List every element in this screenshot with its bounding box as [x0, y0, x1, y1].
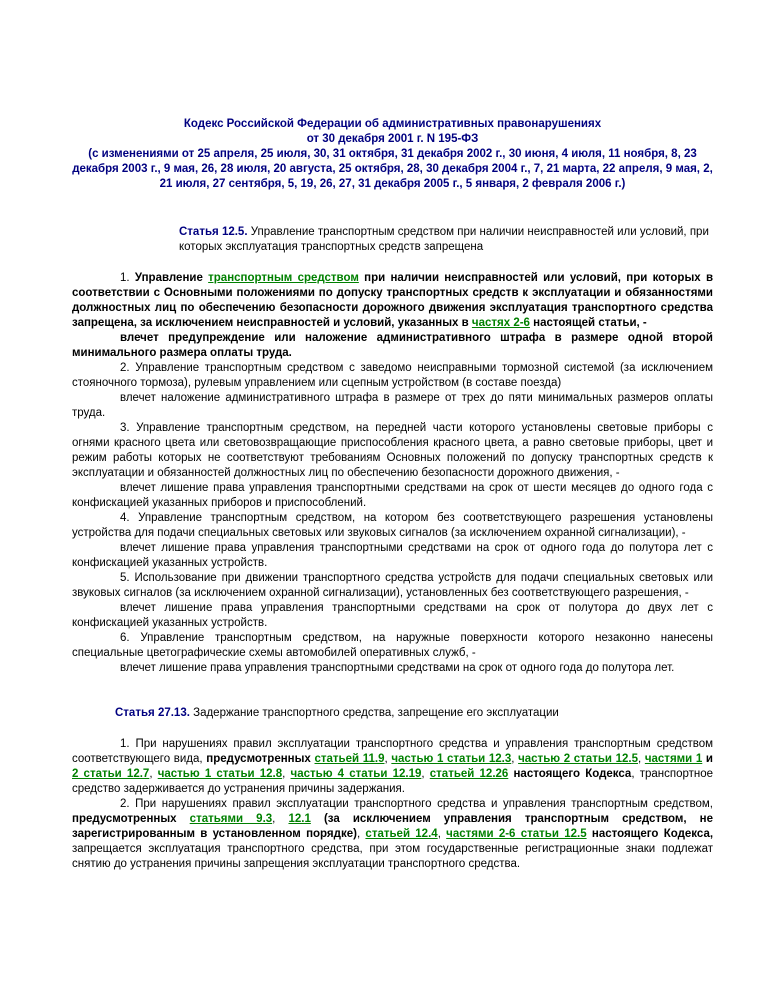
- link-article-9-3[interactable]: статьями 9.3: [189, 813, 273, 825]
- article-12-5-heading: [179, 225, 713, 255]
- link-parts-1[interactable]: частями 1: [644, 753, 703, 765]
- part-1: 1. При нарушениях правил эксплуатации транспортного средства и управления транспортным средством соответствующего вида, предусмотренных статьей 11.9, частью 1 статьи 12.3, частью 2 статьи 12.5, частями 1 и 2 статьи 12.7, частью 1 статьи 12.8, частью 4 статьи 12.19, статьей 12.26 настоящего Кодекса, транспортное средство задерживается до устранения причины задержания.: [72, 738, 714, 795]
- part-3: 3. Управление транспортным средством, на передней части которого установлены световые приборы с огнями красного цвета или световозвращающие приспособления красного цвета, а равно световые приборы, цвет и режим работы которых не соответствуют требованиям Основных положений по допуску транспортных средств к эксплуатации и обязанностей должностных лиц по обеспечению безопасности дорожного движения, -: [72, 422, 713, 479]
- part-6: 6. Управление транспортным средством, на наружные поверхности которого незаконно нанесены специальные цветографические схемы автомобилей оперативных служб, -: [72, 632, 713, 659]
- article-27-13-heading: [115, 706, 713, 721]
- link-part-4-article-12-19[interactable]: частью 4 статьи 12.19: [290, 768, 422, 780]
- part-4: 4. Управление транспортным средством, на котором без соответствующего разрешения установлены устройства для подачи специальных световых или звуковых сигналов (за исключением охранной сигнализации), -: [72, 512, 713, 539]
- document-date: от 30 декабря 2001 г. N 195-ФЗ: [306, 133, 479, 145]
- link-parts-2-6[interactable]: частях 2-6: [471, 317, 530, 329]
- document-header: [72, 117, 713, 192]
- link-article-12-4[interactable]: статьей 12.4: [365, 828, 438, 840]
- link-2-article-12-7[interactable]: 2 статьи 12.7: [72, 768, 150, 780]
- part-6-penalty: влечет лишение права управления транспортными средствами на срок от одного года до полутора лет.: [120, 662, 675, 674]
- part-2: 2. При нарушениях правил эксплуатации транспортного средства и управления транспортным средством, предусмотренных статьями 9.3, 12.1 (за исключением управления транспортным средством, не зарегистрированным в установленном порядке), статьей 12.4, частями 2-6 статьи 12.5 настоящего Кодекса, запрещается эксплуатация транспортного средства, при этом государственные регистрационные знаки подлежат снятию до устранения причины запрещения эксплуатации транспортного средства.: [72, 798, 714, 870]
- article-title: Задержание транспортного средства, запрещение его эксплуатации: [189, 707, 559, 719]
- part-2: 2. Управление транспортным средством с заведомо неисправными тормозной системой (за исключением стояночного тормоза), рулевым управлением или сцепным устройством (в составе поезда): [72, 362, 713, 389]
- part-1: 1. Управление транспортным средством при наличии неисправностей или условий, при которых в соответствии с Основными положениями по допуску транспортных средств к эксплуатации и обязанностями должностных лиц по обеспечению безопасности дорожного движения эксплуатация транспортного средства запрещена, за исключением неисправностей и условий, указанных в частях 2-6 настоящей статьи, -: [72, 272, 714, 329]
- link-article-12-26[interactable]: статьей 12.26: [429, 768, 509, 780]
- article-12-5-body: [72, 271, 713, 676]
- part-3-penalty: влечет лишение права управления транспортными средствами на срок от шести месяцев до одного года с конфискацией указанных приборов и приспособлений.: [72, 482, 713, 509]
- article-number: Статья 12.5.: [179, 226, 248, 238]
- part-1-penalty: влечет предупреждение или наложение административного штрафа в размере одной второй минимального размера оплаты труда.: [72, 332, 713, 359]
- part-5: 5. Использование при движении транспортного средства устройств для подачи специальных световых или звуковых сигналов (за исключением охранной сигнализации), установленных без соответствующего разрешения, -: [72, 572, 713, 599]
- article-27-13-body: [72, 737, 713, 872]
- article-number: Статья 27.13.: [115, 707, 190, 719]
- link-part-1-article-12-8[interactable]: частью 1 статьи 12.8: [157, 768, 283, 780]
- part-5-penalty: влечет лишение права управления транспортными средствами на срок от полутора до двух лет с конфискацией указанных устройств.: [72, 602, 713, 629]
- link-part-2-article-12-5[interactable]: частью 2 статьи 12.5: [518, 753, 638, 765]
- document-amendments: (с изменениями от 25 апреля, 25 июля, 30, 31 октября, 31 декабря 2002 г., 30 июня, 4 июля, 11 ноября, 8, 23 декабря 2003 г., 9 мая, 26, 28 июля, 20 августа, 25 октября, 28, 30 декабря 2004 г., 7, 21 марта, 22 апреля, 9 мая, 2, 21 июля, 27 сентября, 5, 19, 26, 27, 31 декабря 2005 г., 5 января, 2 февраля 2006 г.): [72, 148, 713, 190]
- link-article-11-9[interactable]: статьей 11.9: [314, 753, 385, 765]
- link-parts-2-6-article-12-5[interactable]: частями 2-6 статьи 12.5: [446, 828, 587, 840]
- document-title: Кодекс Российской Федерации об административных правонарушениях: [183, 118, 602, 130]
- article-title: Управление транспортным средством при наличии неисправностей или условий, при которых эксплуатация транспортных средств запрещена: [179, 226, 709, 253]
- link-12-1[interactable]: 12.1: [288, 813, 311, 825]
- part-4-penalty: влечет лишение права управления транспортными средствами на срок от одного года до полутора лет с конфискацией указанных устройств.: [72, 542, 713, 569]
- link-part-1-article-12-3[interactable]: частью 1 статьи 12.3: [391, 753, 512, 765]
- link-transport-vehicle[interactable]: транспортным средством: [208, 272, 359, 284]
- part-2-penalty: влечет наложение административного штрафа в размере от трех до пяти минимальных размеров оплаты труда.: [72, 392, 713, 419]
